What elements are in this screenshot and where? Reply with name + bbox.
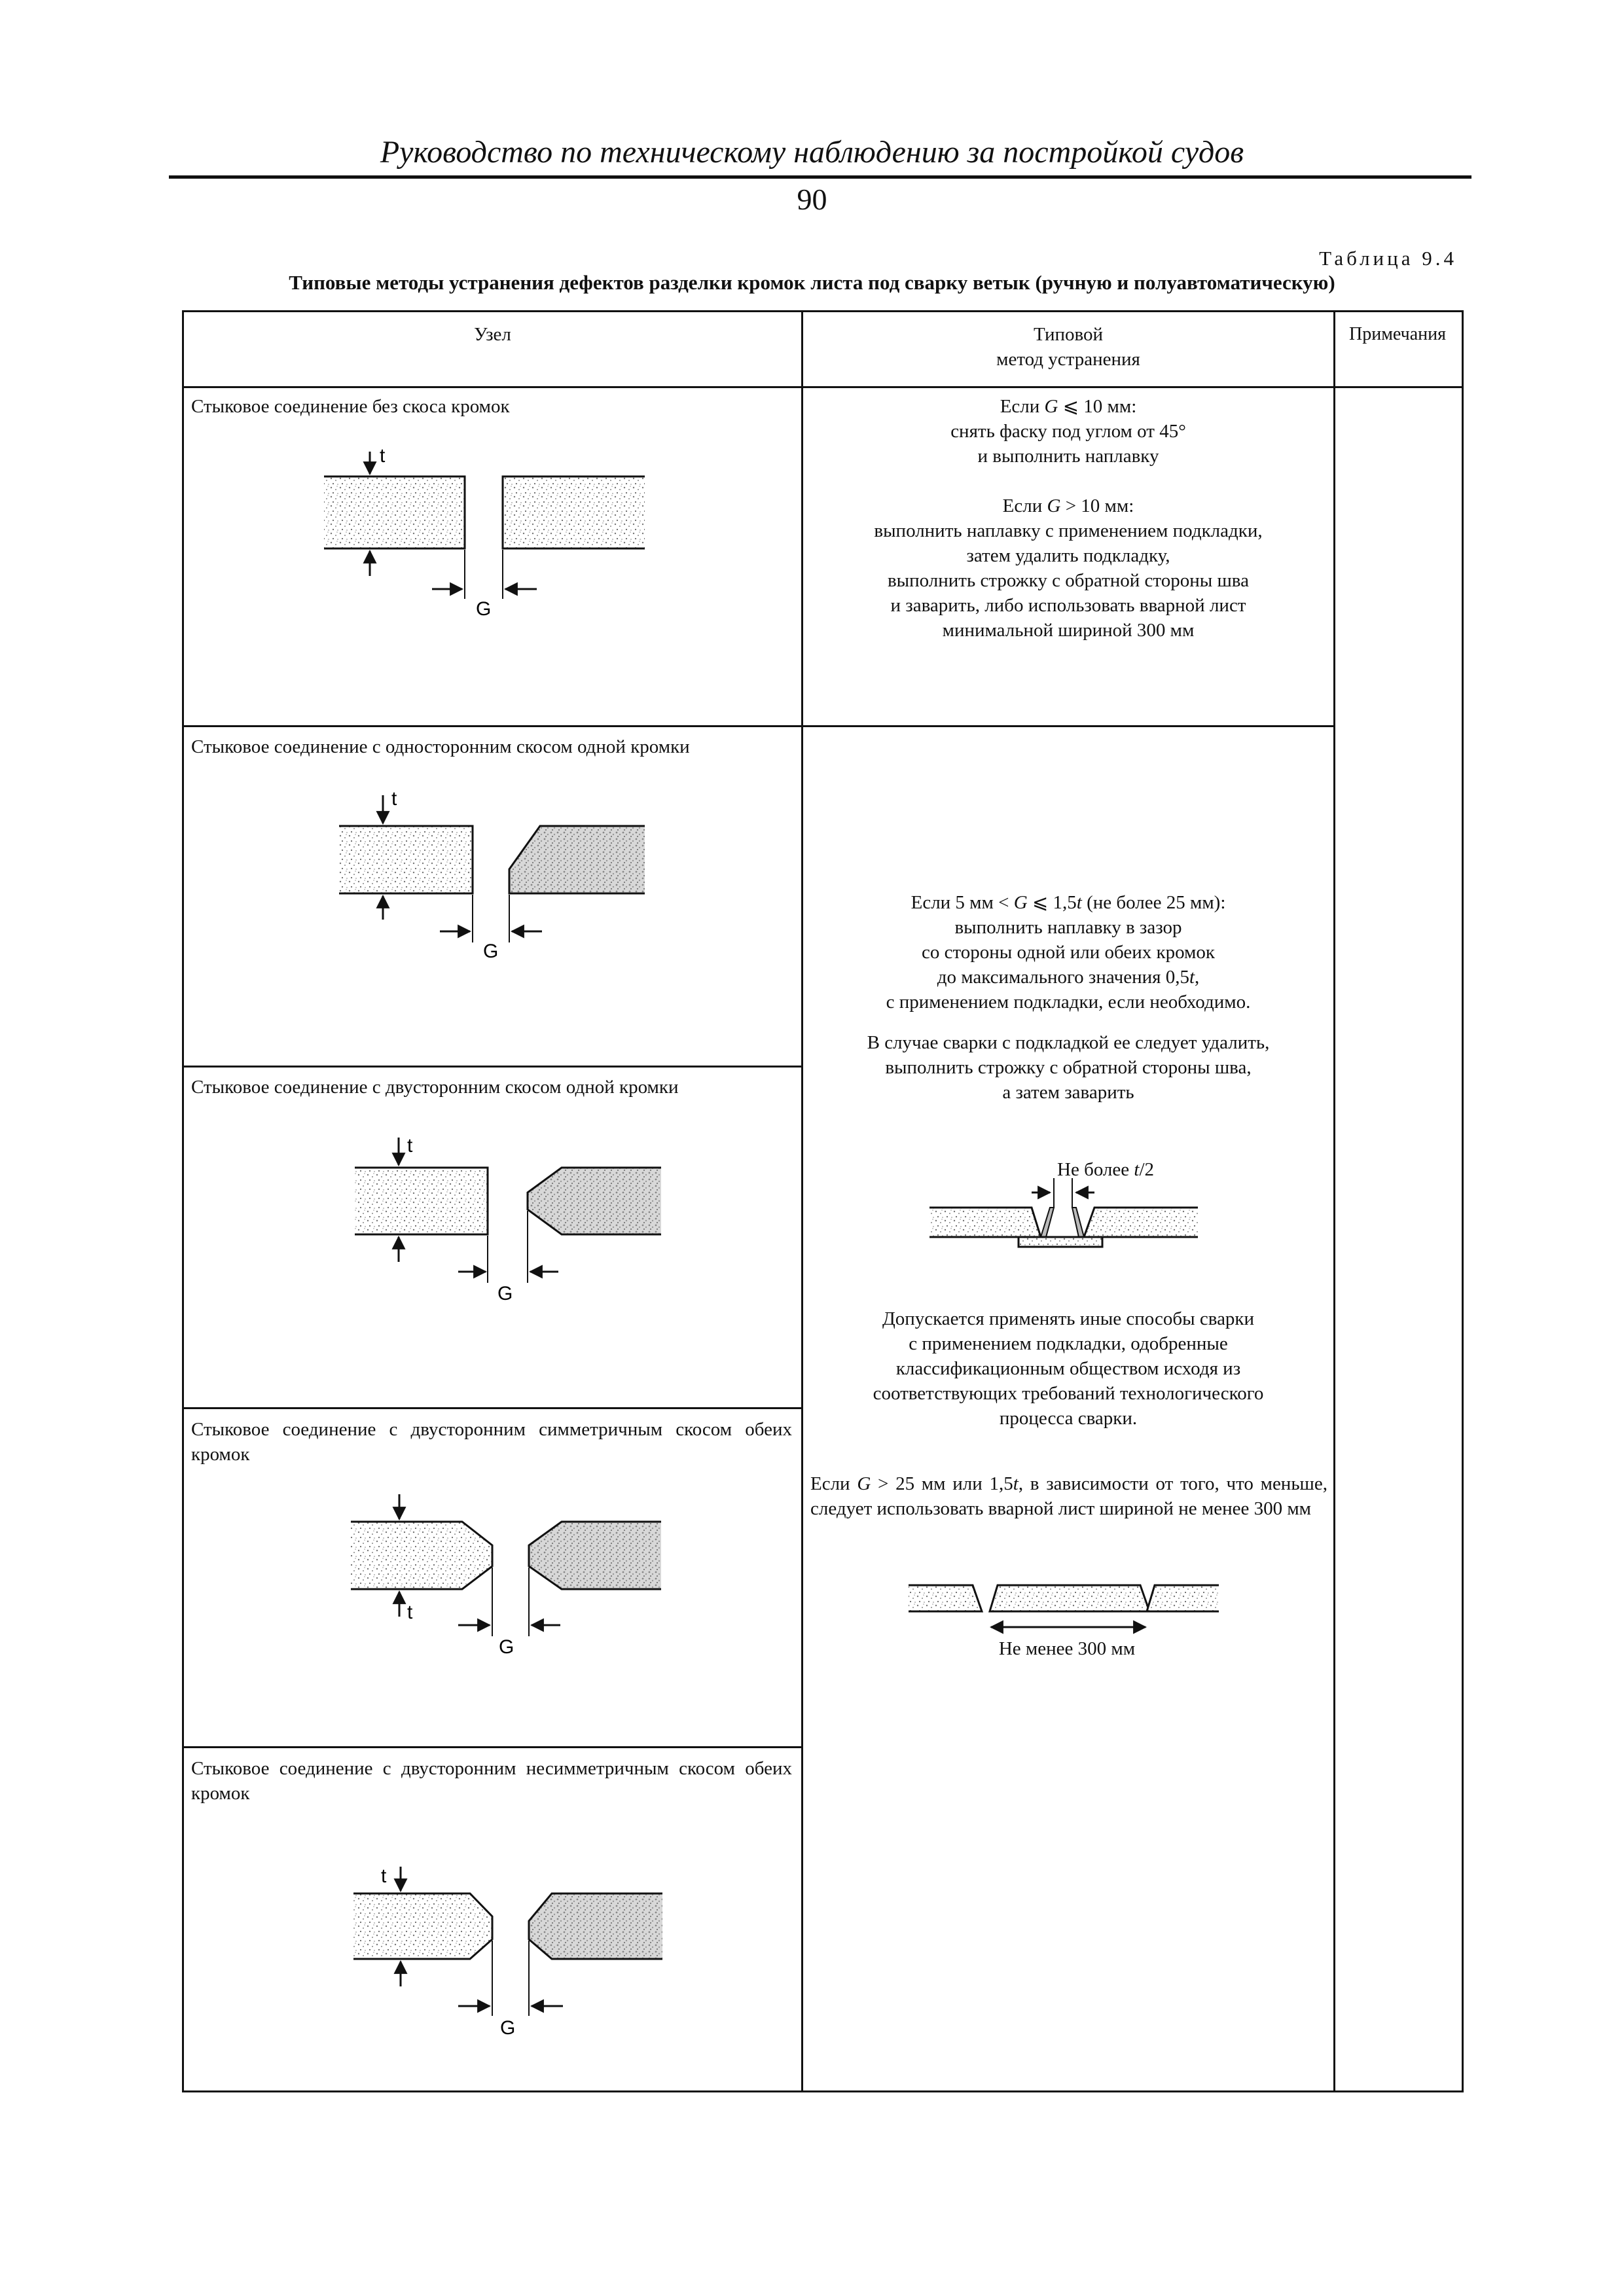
method-line: снять фаску под углом от 45° xyxy=(950,421,1186,442)
row-2-node-label: Стыковое соединение с односторонним скосом одной кромки xyxy=(191,736,690,757)
method-line: выполнить наплавку с применением подкладки, xyxy=(874,520,1263,541)
row-3-node-label: Стыковое соединение с двусторонним скосом одной кромки xyxy=(191,1077,679,1098)
diagram-symmetric-double-bevel xyxy=(351,1494,661,1636)
diagram-double-bevel-one-edge xyxy=(355,1138,661,1283)
method-line: выполнить наплавку в зазор xyxy=(954,917,1182,938)
text-fragment: Не более xyxy=(1057,1159,1134,1180)
table-caption: Типовые методы устранения дефектов разделки кромок листа под сварку ветык (ручную и полуавтоматическую) xyxy=(289,271,1335,294)
page-number: 90 xyxy=(797,183,827,216)
thickness-label: t xyxy=(381,1865,387,1887)
method-line: минимальной шириной 300 мм xyxy=(942,620,1195,641)
method-line: и заварить, либо использовать вварной лист xyxy=(890,595,1246,616)
method-line: с применением подкладки, если необходимо. xyxy=(886,992,1251,1013)
row-1-node-label: Стыковое соединение без скоса кромок xyxy=(191,396,510,417)
text-fragment: Если xyxy=(1000,396,1045,417)
variable-t: t xyxy=(1189,967,1195,988)
method-line: и выполнить наплавку xyxy=(977,446,1159,467)
method-line: В случае сварки с подкладкой ее следует удалить, xyxy=(867,1032,1270,1053)
text-fragment: (не более 25 мм): xyxy=(1081,892,1226,913)
text-fragment: , xyxy=(1195,967,1200,988)
thickness-label: t xyxy=(407,1602,413,1623)
method-line: затем удалить подкладку, xyxy=(966,545,1170,566)
text-fragment: до максимального значения 0,5 xyxy=(937,967,1189,988)
column-header-notes-label: Примечания xyxy=(1348,324,1446,344)
text-fragment: ⩽ 1,5 xyxy=(1027,892,1077,913)
text-fragment: /2 xyxy=(1139,1159,1155,1180)
insert-plate-figure xyxy=(909,1585,1219,1627)
diagram-single-bevel-one-edge xyxy=(339,795,645,942)
insert-plate-figure-label: Не менее 300 мм xyxy=(998,1638,1136,1659)
gap-label: G xyxy=(497,1283,513,1304)
variable-g: G xyxy=(857,1473,871,1494)
method-line: процесса сварки. xyxy=(999,1408,1138,1429)
diagram-square-butt xyxy=(324,452,645,599)
backing-strip-figure xyxy=(929,1178,1198,1247)
gap-label: G xyxy=(476,598,492,620)
thickness-label: t xyxy=(407,1135,413,1157)
method-line: классификационным обществом исходя из xyxy=(895,1358,1241,1379)
method-line: соответствующих требований технологического xyxy=(873,1383,1264,1404)
variable-g: G xyxy=(1047,495,1061,516)
table-number: Таблица 9.4 xyxy=(1319,247,1457,270)
column-header-node-label: Узел xyxy=(474,324,511,345)
thickness-label: t xyxy=(380,445,386,467)
text-fragment: ⩽ 10 мм: xyxy=(1058,396,1137,417)
method-line: выполнить строжку с обратной стороны шва, xyxy=(885,1057,1252,1078)
method-line: выполнить строжку с обратной стороны шва xyxy=(887,570,1249,591)
text-fragment: > 10 мм: xyxy=(1060,495,1134,516)
method-line: а затем заварить xyxy=(1002,1082,1134,1103)
variable-t: t xyxy=(1134,1159,1140,1180)
gap-label: G xyxy=(500,2017,516,2039)
method-line: со стороны одной или обеих кромок xyxy=(922,942,1215,963)
document-running-title: Руководство по техническому наблюдению за постройкой судов xyxy=(380,135,1244,170)
text-fragment: , в зависимости от того, что меньше, следует использовать вварной лист шириной не менее 300 мм xyxy=(810,1473,1328,1519)
diagram-asymmetric-double-bevel xyxy=(353,1867,662,2016)
gap-label: G xyxy=(483,941,499,962)
variable-g: G xyxy=(1013,892,1028,913)
method-line: Допускается применять иные способы сварки xyxy=(882,1308,1255,1329)
row-4-node-label: Стыковое соединение с двусторонним симметричным скосом обеих кромок xyxy=(191,1419,792,1465)
text-fragment: > 25 мм или 1,5 xyxy=(871,1473,1013,1494)
variable-t: t xyxy=(1013,1473,1019,1494)
method-line: с применением подкладки, одобренные xyxy=(909,1333,1228,1354)
thickness-label: t xyxy=(391,788,397,810)
variable-t: t xyxy=(1076,892,1082,913)
variable-g: G xyxy=(1044,396,1058,417)
column-header-method-line: метод устранения xyxy=(996,349,1140,370)
column-header-method-line: Типовой xyxy=(1033,324,1104,345)
row-5-node-label: Стыковое соединение с двусторонним несимметричным скосом обеих кромок xyxy=(191,1758,792,1804)
text-fragment: Если xyxy=(810,1473,857,1494)
text-fragment: Если 5 мм < xyxy=(911,892,1014,913)
text-fragment: Если xyxy=(1002,495,1047,516)
gap-label: G xyxy=(499,1636,514,1658)
